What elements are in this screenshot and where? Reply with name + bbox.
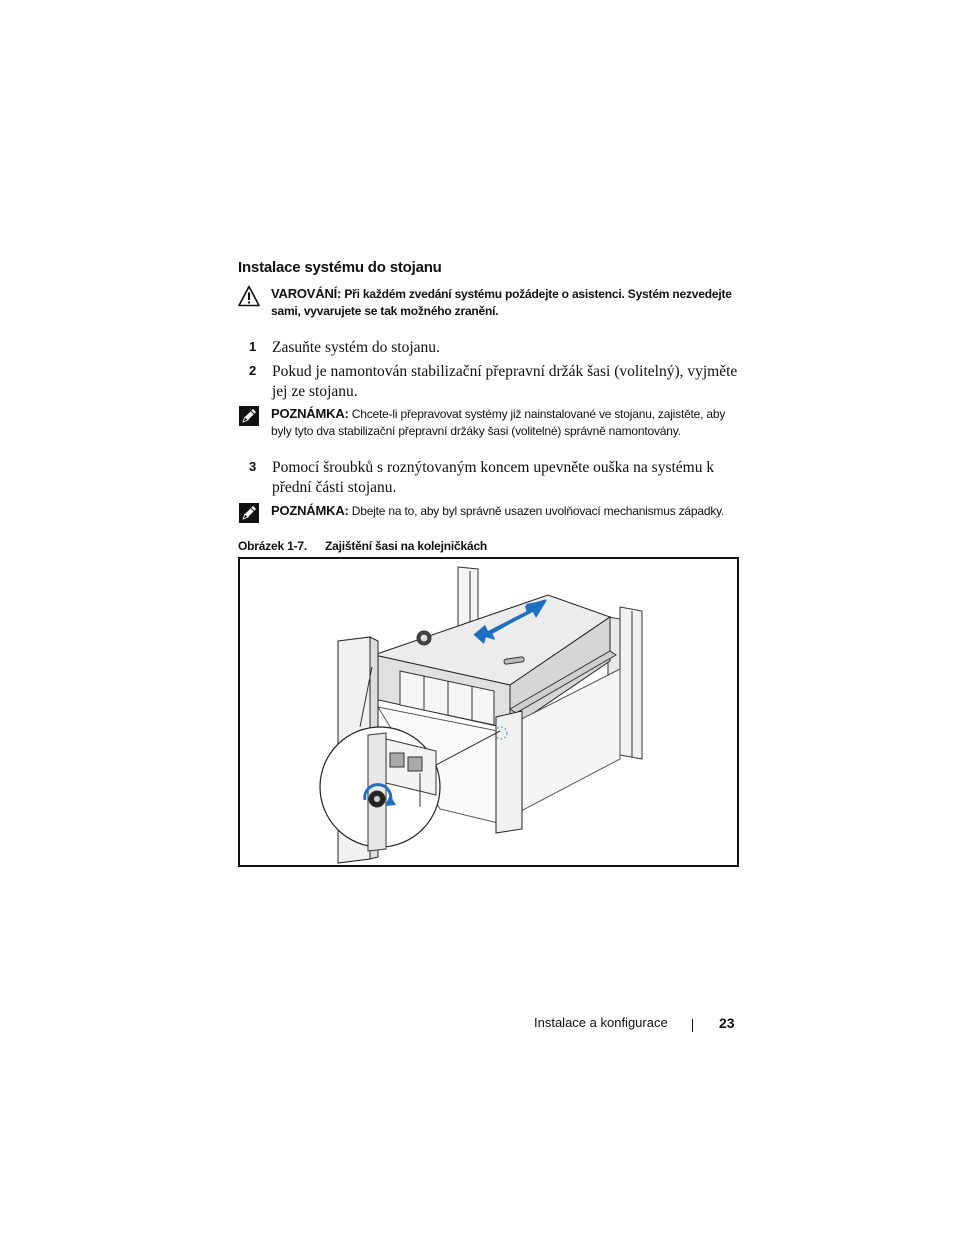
note-text: Chcete-li přepravovat systémy již nainstalované ve stojanu, zajistěte, aby byly tyto dva stabilizační přepravní držáky šasi (volitelné) správně namontovány. [271,407,726,438]
note-label: POZNÁMKA: [271,406,349,421]
step-text: Pomocí šroubků s roznýtovaným koncem upevněte ouška na systému k přední části stojanu. [272,459,715,496]
warning-notice [238,285,738,320]
section-title: Instalace systému do stojanu [238,259,442,276]
footer-divider [692,1019,693,1032]
rack-illustration [240,559,737,865]
step-number: 2 [249,363,257,378]
figure-number: Obrázek 1-7. [238,539,307,553]
step-number: 3 [249,459,257,474]
page-number: 23 [719,1015,735,1031]
note-notice [238,502,738,520]
figure-title: Zajištění šasi na kolejničkách [324,539,488,553]
step-item [238,338,738,358]
step-number: 1 [249,339,257,354]
note-label: POZNÁMKA: [271,503,349,518]
step-text: Pokud je namontován stabilizační přepravní držák šasi (volitelný), vyjměte jej ze stojanu. [272,363,738,400]
warning-label: VAROVÁNÍ: [271,286,342,301]
figure-rack-illustration [238,557,739,867]
warning-triangle-icon [238,285,260,307]
step-text: Zasuňte systém do stojanu. [272,339,440,356]
pencil-note-icon [238,405,260,427]
note-notice [238,405,738,440]
step-item [238,458,738,498]
figure-caption [238,539,487,553]
pencil-note-icon [238,502,260,524]
footer-section: Instalace a konfigurace [534,1015,668,1030]
note-text: Dbejte na to, aby byl správně usazen uvolňovací mechanismus západky. [351,504,725,518]
warning-text: Při každém zvedání systému požádejte o asistenci. Systém nezvedejte sami, vyvarujete se tak možného zranění. [271,287,732,318]
step-item [238,362,738,402]
